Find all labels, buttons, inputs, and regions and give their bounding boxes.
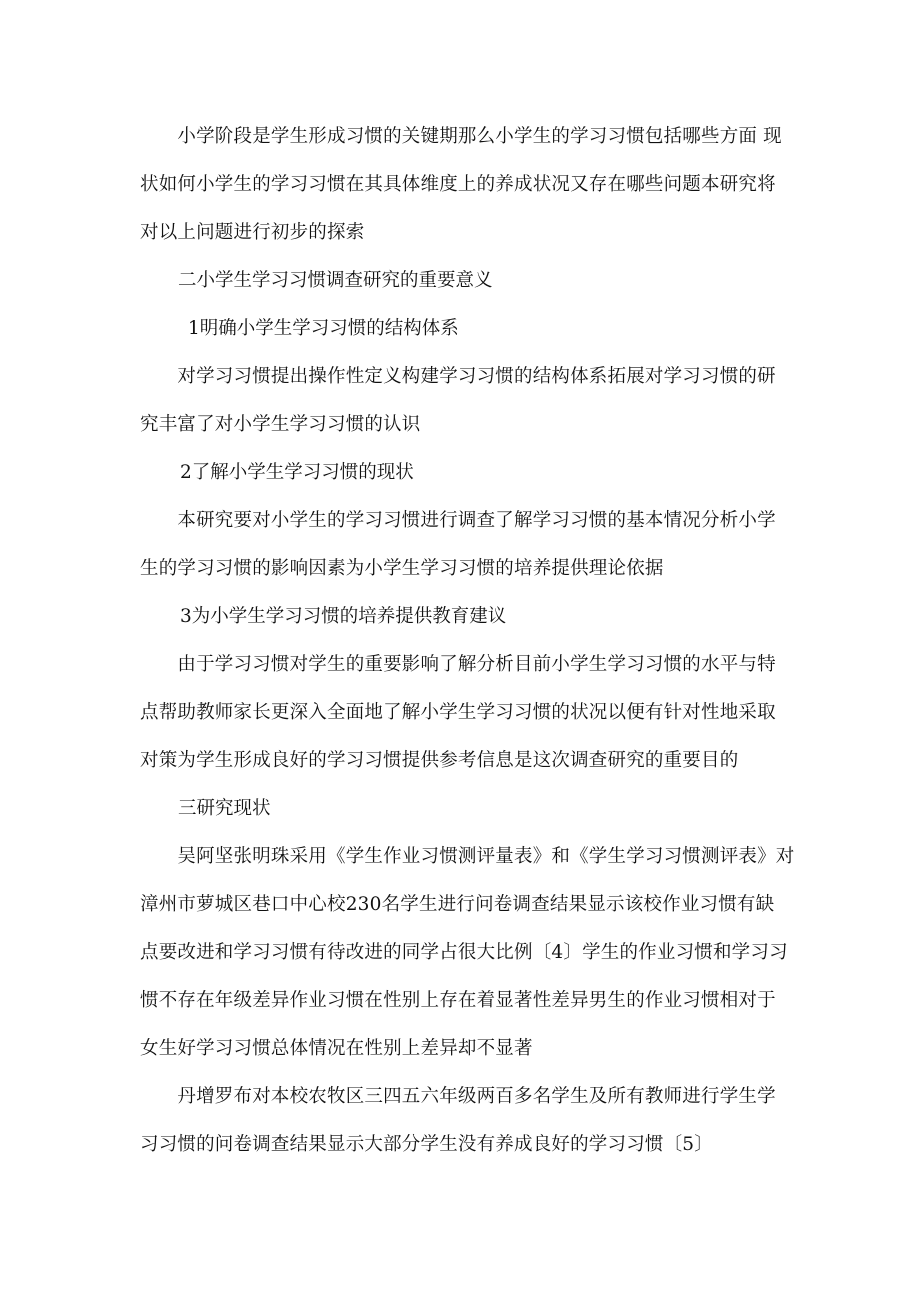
subsection-3-heading: 3为小学生学习习惯的培养提供教育建议 [180,606,507,627]
subsection-2-heading: 2了解小学生学习习惯的现状 [180,462,414,483]
subsection-2-body [140,497,785,593]
text-line: 对以上问题进行初步的探索 [140,222,365,243]
subsection-1-body [140,353,785,449]
subsection-3-body [140,641,785,785]
text-line: 点要改进和学习习惯有待改进的同学占很大比例〔4〕学生的作业习惯和学习习 [140,942,788,963]
text-line: 本研究要对小学生的学习习惯进行调查了解学习习惯的基本情况分析小学 [140,510,776,531]
text-line: 由于学习习惯对学生的重要影响了解分析目前小学生学习习惯的水平与特 [140,654,776,675]
section-two-heading: 二小学生学习习惯调查研究的重要意义 [178,270,493,291]
text-line: 丹增罗布对本校农牧区三四五六年级两百多名学生及所有教师进行学生学 [140,1086,776,1107]
text-line: 究丰富了对小学生学习习惯的认识 [140,414,421,435]
section-three-paragraph-2 [140,1073,785,1169]
text-line: 点帮助教师家长更深入全面地了解小学生学习习惯的状况以便有针对性地采取 [140,702,776,723]
text-line: 状如何小学生的学习习惯在其具体维度上的养成状况又存在哪些问题本研究将 [140,174,776,195]
text-line: 小学阶段是学生形成习惯的关键期那么小学生的学习习惯包括哪些方面 现 [140,126,782,147]
text-line: 惯不存在年级差异作业习惯在性别上存在着显著性差异男生的作业习惯相对于 [140,990,776,1011]
subsection-1-heading: 1明确小学生学习习惯的结构体系 [188,318,459,339]
text-line: 生的学习习惯的影响因素为小学生学习习惯的培养提供理论依据 [140,558,664,579]
text-line: 对学习习惯提出操作性定义构建学习习惯的结构体系拓展对学习习惯的研 [140,366,776,387]
text-line: 女生好学习习惯总体情况在性别上差异却不显著 [140,1038,533,1059]
text-line: 习习惯的问卷调查结果显示大部分学生没有养成良好的学习习惯〔5〕 [140,1134,713,1155]
text-line: 吴阿坚张明珠采用《学生作业习惯测评量表》和《学生学习习惯测评表》对 [140,846,795,867]
section-three-heading: 三研究现状 [178,798,271,819]
section-three-paragraph-1 [140,833,795,1073]
intro-paragraph [140,113,785,257]
text-line: 漳州市萝城区巷口中心校230名学生进行问卷调查结果显示该校作业习惯有缺 [140,894,775,915]
text-line: 对策为学生形成良好的学习习惯提供参考信息是这次调查研究的重要目的 [140,750,739,771]
